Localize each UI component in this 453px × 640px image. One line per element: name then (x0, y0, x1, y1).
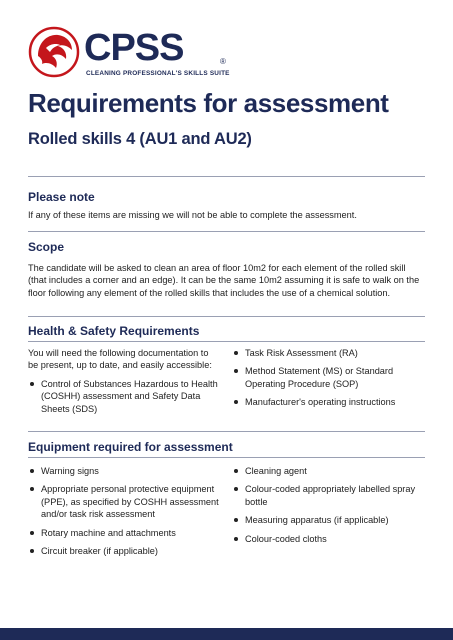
divider (28, 341, 425, 342)
scope-text: The candidate will be asked to clean an area of floor 10m2 for each element of the rolled skill (that includes a corner and an edge). It can be the same 10m2 assuming it is safe to walk on the floor following any element of the rolled skills that includes the use of a chemical solution. (28, 263, 420, 298)
bullet-icon (30, 531, 34, 535)
divider (28, 431, 425, 432)
list-item (232, 465, 427, 477)
please-note-heading: Please note (28, 190, 95, 204)
health-safety-intro: You will need the following documentation to be present, up to date, and easily accessible: (28, 348, 212, 371)
lion-emblem-icon (28, 26, 80, 78)
health-safety-heading: Health & Safety Requirements (28, 324, 200, 338)
bullet-icon (30, 469, 34, 473)
list-item-text: Appropriate personal protective equipment (PPE), as specified by COSHH assessment and/or task risk assessment (41, 484, 219, 520)
list-item-text: Colour-coded appropriately labelled spray bottle (245, 484, 416, 507)
equipment-right-column (232, 465, 427, 551)
list-item (232, 533, 427, 545)
brand-name: CPSS (84, 27, 184, 69)
divider (28, 176, 425, 177)
bullet-icon (234, 537, 238, 541)
health-safety-right-list (232, 347, 427, 409)
page-title: Requirements for assessment (28, 88, 389, 118)
please-note-text: If any of these items are missing we will not be able to complete the assessment. (28, 210, 357, 220)
list-item-text: Manufacturer's operating instructions (245, 397, 396, 408)
bullet-icon (234, 487, 238, 491)
list-item-text: Task Risk Assessment (RA) (245, 348, 358, 358)
list-item-text: Rotary machine and attachments (41, 527, 176, 538)
divider (28, 457, 425, 458)
list-item (28, 378, 220, 415)
bullet-icon (30, 382, 34, 386)
bullet-icon (30, 487, 34, 491)
list-item (28, 483, 220, 520)
list-item-text: Warning signs (41, 466, 99, 476)
bullet-icon (234, 469, 238, 473)
list-item-text: Colour-coded cloths (245, 533, 327, 544)
equipment-right-list (232, 465, 427, 545)
divider (28, 231, 425, 232)
equipment-left-column (28, 465, 220, 563)
bullet-icon (234, 369, 238, 373)
bullet-icon (234, 351, 238, 355)
list-item (28, 545, 220, 557)
cpss-logo (28, 26, 230, 78)
list-item (232, 483, 427, 508)
list-item (232, 365, 427, 390)
registered-mark: ® (220, 57, 226, 66)
list-item (232, 514, 427, 526)
footer-bar (0, 628, 453, 640)
list-item-text: Control of Substances Hazardous to Health (COSHH) assessment and Safety Data Sheets (SDS) (41, 378, 218, 414)
bullet-icon (234, 400, 238, 404)
list-item (232, 396, 427, 408)
health-safety-left-list (28, 378, 220, 415)
divider (28, 316, 425, 317)
list-item-text: Cleaning agent (245, 466, 307, 476)
bullet-icon (234, 518, 238, 522)
list-item-text: Measuring apparatus (if applicable) (245, 515, 389, 526)
health-safety-left-column (28, 347, 220, 421)
health-safety-right-column (232, 347, 427, 415)
equipment-left-list (28, 465, 220, 557)
equipment-heading: Equipment required for assessment (28, 440, 233, 454)
scope-heading: Scope (28, 240, 65, 254)
list-item (28, 527, 220, 539)
list-item-text: Method Statement (MS) or Standard Operating Procedure (SOP) (245, 366, 394, 389)
list-item-text: Circuit breaker (if applicable) (41, 546, 158, 557)
list-item (232, 347, 427, 359)
list-item (28, 465, 220, 477)
page-subtitle: Rolled skills 4 (AU1 and AU2) (28, 130, 252, 148)
brand-tagline: CLEANING PROFESSIONAL'S SKILLS SUITE (86, 70, 230, 77)
bullet-icon (30, 549, 34, 553)
